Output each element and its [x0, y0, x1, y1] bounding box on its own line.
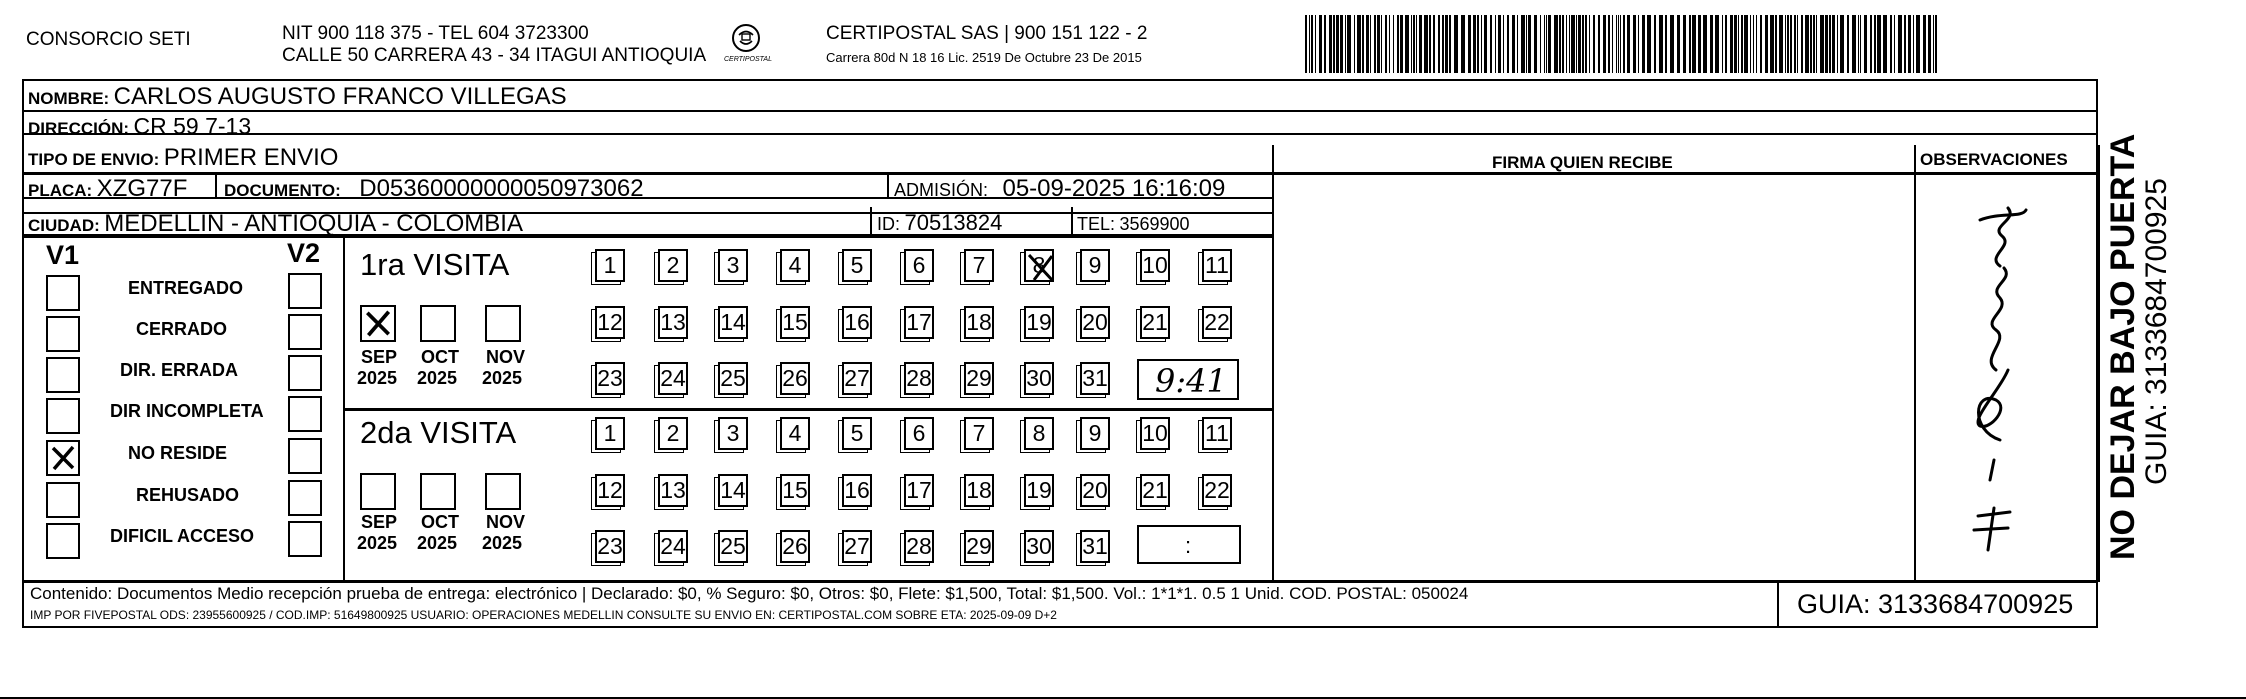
v2-checkbox[interactable] [288, 355, 322, 391]
v2-checkbox[interactable] [288, 314, 322, 350]
logo-text: CERTIPOSTAL [724, 56, 772, 63]
day-box[interactable] [1080, 474, 1110, 507]
day-number: 4 [788, 252, 802, 278]
day-number: 12 [597, 477, 623, 503]
day-box[interactable] [842, 417, 872, 450]
day-number: 12 [597, 309, 623, 335]
day-box[interactable] [904, 362, 934, 395]
day-box[interactable] [1202, 306, 1232, 339]
tel-value: 3569900 [1119, 214, 1190, 234]
day-number: 20 [1082, 309, 1108, 335]
day-box[interactable] [1202, 249, 1232, 282]
day-number: 2 [666, 252, 680, 278]
day-number: 29 [966, 533, 992, 559]
day-box[interactable] [1080, 362, 1110, 395]
v2-checkbox[interactable] [288, 438, 322, 474]
day-number: 22 [1204, 309, 1230, 335]
day-box[interactable] [1024, 306, 1054, 339]
day-number: 4 [788, 420, 802, 446]
month-year: 2025 [357, 533, 398, 553]
company-name: CONSORCIO SETI [26, 29, 191, 50]
reason-label: NO RESIDE [128, 443, 228, 463]
month-label: OCT [421, 512, 459, 532]
month-label: SEP [361, 347, 398, 367]
day-number: 8 [1032, 420, 1046, 446]
day-number: 5 [850, 252, 864, 278]
day-number: 23 [597, 365, 623, 391]
day-mark [1026, 251, 1056, 284]
day-box[interactable] [964, 474, 994, 507]
day-box[interactable] [904, 249, 934, 282]
day-box[interactable] [1024, 249, 1054, 282]
day-box[interactable] [1140, 249, 1170, 282]
day-box[interactable] [1140, 306, 1170, 339]
day-number: 28 [906, 533, 932, 559]
day-number: 6 [912, 420, 926, 446]
day-number: 3 [726, 420, 740, 446]
day-number: 26 [782, 365, 808, 391]
visit2-title: 2da VISITA [360, 415, 517, 450]
admision-label: ADMISIÓN: [894, 180, 989, 200]
v1-checkbox[interactable] [46, 316, 80, 352]
visit2-time-placeholder: : [1185, 533, 1192, 558]
month-checkbox[interactable] [485, 473, 521, 510]
day-box[interactable] [658, 530, 688, 563]
day-number: 1 [603, 252, 617, 278]
month-year: 2025 [417, 368, 458, 388]
day-box[interactable] [595, 306, 625, 339]
day-box[interactable] [780, 417, 810, 450]
day-box[interactable] [595, 417, 625, 450]
admision-field [894, 177, 1225, 201]
day-number: 10 [1142, 420, 1168, 446]
day-number: 19 [1026, 309, 1052, 335]
footer-line1: Contenido: Documentos Medio recepción prueba de entrega: electrónico | Declarado: $0, % Seguro: $0, Otros: $0, Flete: $1,500, Total: $1,500. Vol.: 1*1*1. 0.5 1 Unid. COD. POSTAL: 050024 [30, 584, 1469, 603]
day-number: 7 [972, 252, 986, 278]
visit1-time-value: 9:41 [1155, 362, 1227, 400]
day-box[interactable] [1080, 306, 1110, 339]
certipostal-address: Carrera 80d N 18 16 Lic. 2519 De Octubre 23 De 2015 [826, 50, 1142, 65]
id-label: ID: [877, 214, 901, 234]
v1-checkbox[interactable] [46, 523, 80, 559]
day-number: 13 [660, 309, 686, 335]
day-box[interactable] [718, 362, 748, 395]
day-box[interactable] [964, 249, 994, 282]
day-number: 17 [906, 477, 932, 503]
tipo-envio-label: TIPO DE ENVIO: [28, 150, 160, 169]
documento-label: DOCUMENTO: [224, 181, 341, 200]
day-number: 20 [1082, 477, 1108, 503]
nombre-value: CARLOS AUGUSTO FRANCO VILLEGAS [113, 83, 567, 110]
nombre-field [28, 85, 567, 109]
day-box[interactable] [658, 474, 688, 507]
visit1-time-box[interactable] [1137, 359, 1239, 400]
day-number: 21 [1142, 477, 1168, 503]
nombre-label: NOMBRE: [28, 89, 110, 108]
day-box[interactable] [718, 474, 748, 507]
day-number: 18 [966, 477, 992, 503]
side-guia: GUIA: 3133684700925 [2140, 178, 2173, 485]
day-box[interactable] [904, 474, 934, 507]
day-number: 25 [720, 533, 746, 559]
address-line: CALLE 50 CARRERA 43 - 34 ITAGUI ANTIOQUIA [282, 45, 707, 66]
id-field [877, 212, 1002, 234]
v2-checkbox[interactable] [288, 273, 322, 309]
month-year: 2025 [482, 368, 523, 388]
day-box[interactable] [842, 249, 872, 282]
month-checkbox[interactable] [420, 305, 456, 342]
day-box[interactable] [1202, 474, 1232, 507]
day-box[interactable] [1080, 417, 1110, 450]
reason-label: REHUSADO [136, 485, 240, 505]
day-number: 21 [1142, 309, 1168, 335]
firma-header: FIRMA QUIEN RECIBE [1492, 153, 1673, 172]
day-box[interactable] [1024, 362, 1054, 395]
placa-field [28, 177, 187, 201]
day-box[interactable] [904, 417, 934, 450]
day-box[interactable] [595, 474, 625, 507]
direccion-label: DIRECCIÓN: [28, 119, 130, 138]
day-box[interactable] [904, 530, 934, 563]
day-box[interactable] [780, 306, 810, 339]
day-box[interactable] [595, 249, 625, 282]
v1-checkbox[interactable] [46, 482, 80, 518]
tel-field [1077, 215, 1190, 234]
day-box[interactable] [964, 530, 994, 563]
v2-header: V2 [287, 238, 321, 268]
documento-value: D05360000000050973062 [359, 175, 644, 202]
day-number: 22 [1204, 477, 1230, 503]
day-number: 2 [666, 420, 680, 446]
day-number: 25 [720, 365, 746, 391]
tel-label: TEL: [1077, 214, 1116, 234]
tipo-envio-field [28, 146, 338, 170]
day-number: 16 [844, 309, 870, 335]
day-number: 14 [720, 477, 746, 503]
day-number: 27 [844, 533, 870, 559]
ciudad-field [28, 212, 523, 236]
day-box[interactable] [964, 306, 994, 339]
day-box[interactable] [1140, 474, 1170, 507]
day-number: 5 [850, 420, 864, 446]
month-checkbox[interactable] [485, 305, 521, 342]
nit-line: NIT 900 118 375 - TEL 604 3723300 [282, 23, 589, 44]
day-box[interactable] [842, 530, 872, 563]
day-number: 24 [660, 365, 686, 391]
day-number: 23 [597, 533, 623, 559]
day-box[interactable] [780, 362, 810, 395]
day-box[interactable] [1024, 417, 1054, 450]
day-number: 26 [782, 533, 808, 559]
day-number: 19 [1026, 477, 1052, 503]
month-checkbox[interactable] [360, 473, 396, 510]
observaciones-header: OBSERVACIONES [1920, 150, 2068, 169]
day-number: 17 [906, 309, 932, 335]
v1-checkbox[interactable] [46, 275, 80, 311]
certipostal-logo [722, 20, 770, 70]
month-checkbox[interactable] [360, 305, 396, 342]
day-box[interactable] [1024, 474, 1054, 507]
v2-checkbox[interactable] [288, 521, 322, 557]
day-box[interactable] [658, 417, 688, 450]
day-box[interactable] [658, 306, 688, 339]
day-box[interactable] [1140, 417, 1170, 450]
day-number: 31 [1082, 533, 1108, 559]
month-label: SEP [361, 512, 398, 532]
visit1-title: 1ra VISITA [360, 247, 510, 282]
visit2-time-box[interactable] [1137, 525, 1241, 564]
day-box[interactable] [718, 530, 748, 563]
reason-label: ENTREGADO [128, 278, 244, 298]
v1-checkbox[interactable] [46, 398, 80, 434]
admision-value: 05-09-2025 16:16:09 [1002, 175, 1226, 202]
day-box[interactable] [780, 530, 810, 563]
day-number: 13 [660, 477, 686, 503]
day-box[interactable] [658, 362, 688, 395]
month-label: NOV [486, 347, 526, 367]
day-box[interactable] [842, 306, 872, 339]
month-checkbox[interactable] [420, 473, 456, 510]
month-label: NOV [486, 512, 526, 532]
reason-label: DIFICIL ACCESO [110, 526, 255, 546]
id-value: 70513824 [904, 210, 1003, 235]
day-number: 28 [906, 365, 932, 391]
reason-label: DIR. ERRADA [120, 360, 239, 380]
day-number: 27 [844, 365, 870, 391]
month-year: 2025 [357, 368, 398, 388]
day-box[interactable] [718, 417, 748, 450]
day-number: 30 [1026, 365, 1052, 391]
day-box[interactable] [658, 249, 688, 282]
ciudad-value: MEDELLIN - ANTIOQUIA - COLOMBIA [104, 210, 523, 237]
day-number: 7 [972, 420, 986, 446]
day-box[interactable] [1202, 417, 1232, 450]
v2-checkbox[interactable] [288, 480, 322, 516]
day-number: 15 [782, 309, 808, 335]
day-box[interactable] [1080, 530, 1110, 563]
day-number: 9 [1088, 252, 1102, 278]
barcode [1305, 15, 1942, 73]
placa-value: XZG77F [96, 175, 188, 202]
ciudad-label: CIUDAD: [28, 216, 100, 235]
day-box[interactable] [1080, 249, 1110, 282]
day-number: 11 [1205, 420, 1229, 446]
day-box[interactable] [595, 362, 625, 395]
day-number: 6 [912, 252, 926, 278]
direccion-value: CR 59 7-13 [133, 113, 252, 139]
footer-line2: IMP POR FIVEPOSTAL ODS: 23955600925 / COD.IMP: 51649800925 USUARIO: OPERACIONES MEDELLIN CONSULTE SU ENVIO EN: CERTIPOSTAL.COM SOBRE ETA: 2025-09-09 D+2 [30, 608, 1057, 622]
v2-checkbox[interactable] [288, 396, 322, 432]
month-year: 2025 [417, 533, 458, 553]
day-number: 10 [1142, 252, 1168, 278]
reason-label: CERRADO [136, 319, 228, 339]
certipostal-line: CERTIPOSTAL SAS | 900 151 122 - 2 [826, 23, 1148, 44]
day-number: 18 [966, 309, 992, 335]
day-number: 3 [726, 252, 740, 278]
reason-label: DIR INCOMPLETA [110, 401, 264, 421]
month-label: OCT [421, 347, 459, 367]
day-number: 8 [1032, 252, 1046, 278]
documento-field [224, 177, 644, 201]
day-box[interactable] [964, 417, 994, 450]
day-box[interactable] [595, 530, 625, 563]
day-box[interactable] [842, 474, 872, 507]
day-number: 1 [603, 420, 617, 446]
day-number: 9 [1088, 420, 1102, 446]
direccion-field [28, 115, 251, 138]
day-box[interactable] [1024, 530, 1054, 563]
day-box[interactable] [780, 249, 810, 282]
day-number: 29 [966, 365, 992, 391]
day-number: 24 [660, 533, 686, 559]
day-number: 16 [844, 477, 870, 503]
day-number: 31 [1082, 365, 1108, 391]
day-box[interactable] [780, 474, 810, 507]
day-box[interactable] [964, 362, 994, 395]
v1-checkbox[interactable] [46, 357, 80, 393]
day-number: 14 [720, 309, 746, 335]
month-year: 2025 [482, 533, 523, 553]
placa-label: PLACA: [28, 181, 93, 200]
v1-checkbox[interactable] [46, 440, 80, 476]
day-box[interactable] [718, 306, 748, 339]
day-box[interactable] [718, 249, 748, 282]
day-number: 15 [782, 477, 808, 503]
tipo-envio-value: PRIMER ENVIO [163, 144, 339, 171]
day-number: 11 [1205, 252, 1229, 278]
side-notice: NO DEJAR BAJO PUERTA [2104, 133, 2142, 560]
day-number: 30 [1026, 533, 1052, 559]
day-box[interactable] [904, 306, 934, 339]
signature-image [1930, 190, 2050, 570]
footer-guia: GUIA: 3133684700925 [1797, 589, 2074, 619]
v1-header: V1 [46, 240, 80, 270]
day-box[interactable] [842, 362, 872, 395]
